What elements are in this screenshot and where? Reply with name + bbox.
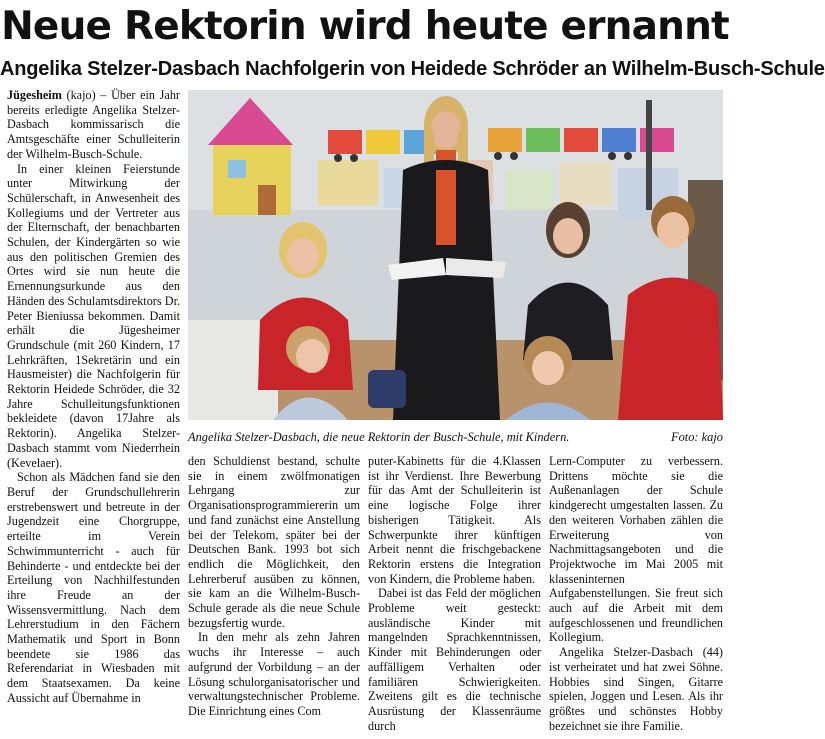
article-paragraph	[7, 88, 180, 162]
article-paragraph: In einer kleinen Feierstunde unter Mitwirkung der Schülerschaft, in Anwesenheit des Kollegiums und der Vertreter aus der Elternschaft, der benachbarten Schulen, der Kindergärten so wie aus den politischen Gremien des Ortes wird sie nun heute die Ernennungsurkunde aus den Händen des Schulamtsdirektors Dr. Peter Bieniussa bekommen. Damit erhält die Jügesheimer Grundschule (mit 260 Kindern, 17 Lehrkräften, 1Sekretärin und ein Hausmeister) die Nachfolgerin für Rektorin Heidede Schröder, die 32 Jahre Schulleitungsfunktionen bekleidete (davon 17Jahre als Rektorin). Angelika Stelzer-Dasbach stammt vom Niederrhein (Kevelaer).	[7, 161, 180, 470]
article-paragraph: In den mehr als zehn Jahren wuchs ihr Interesse – auch aufgrund der Vorbildung – an der Lösung schulorganisatorischer und verwaltungstechnischer Probleme. Die Einrichtung eines Com	[188, 630, 360, 718]
photo-credit: Foto: kajo	[671, 430, 723, 444]
dateline: Jügesheim	[7, 88, 62, 102]
article-column-3	[368, 454, 541, 736]
article-paragraph: Angelika Stelzer-Dasbach (44) ist verheiratet und hat zwei Söhne. Hobbies sind Singen, Gitarre spielen, Joggen und Lesen. Als ihr größtes und schönstes Hobby bezeichnet sie ihre Familie.	[549, 645, 723, 733]
article-paragraph: Lern-Computer zu verbessern. Drittens möchte sie die Außenanlagen der Schule kindgerecht umgestalten lassen. Zu den weiteren Vorhaben zählen die Erweiterung von Nachmittagsangeboten und die Projektwoche im Mai 2005 mit klasseninternen Aufgabenstellungen. Sie freut sich auch auf die Arbeit mit dem aufgeschlossenen und freundlichen Kollegium.	[549, 454, 723, 645]
article-paragraph: Dabei ist das Feld der möglichen Probleme weit gesteckt: ausländische Kinder mit mangelnden Sprachkenntnissen, Kinder mit Behinderungen oder auffälligem Verhalten oder familiären Schwierigkeiten. Zweitens gilt es die technische Ausrüstung der Klassenräume durch	[368, 586, 541, 733]
article-paragraph: den Schuldienst bestand, schulte sie in einem zwölfmonatigen Lehrgang zur Organisationsprogrammiererin um und fand zunächst eine Anstellung bei der Telekom, später bei der Deutschen Bank. 1993 bot sich endlich die Möglichkeit, den Lehrerberuf ausüben zu können, sie kam an die Wilhelm-Busch-Schule gerade als die neue Schule bezugsfertig wurde.	[188, 454, 360, 630]
photo-caption-line	[188, 428, 723, 446]
classroom-photo	[188, 90, 723, 420]
article-column-2	[188, 454, 360, 736]
article-column-4	[549, 454, 723, 736]
article-paragraph: puter-Kabinetts für die 4.Klassen ist ihr Verdienst. Ihre Bewerbung für das Amt der Schulleiterin ist eine logische Folge ihrer bisherigen Tätigkeit. Als Schwerpunkte ihrer künftigen Arbeit nennt die frischgebackene Rektorin erstens die Integration von Kindern, die Probleme haben.	[368, 454, 541, 586]
article-column-1	[7, 88, 180, 736]
article-photo	[188, 90, 723, 420]
article-paragraph: Schon als Mädchen fand sie den Beruf der Grundschullehrerin erstrebenswert und betreute in der Jugendzeit eine Chorgruppe, erteilte im Verein Schwimmunterricht - auch für Behinderte - und entdeckte bei der Erteilung von Nachhilfestunden ihre Freude an der Wissensvermittlung. Nach dem Lehrerstudium in den Fächern Mathematik und Sport in Bonn beendete sie 1986 das Referendariat in Wiesbaden mit dem Staatsexamen. Da keine Aussicht auf Übernahme in	[7, 470, 180, 705]
photo-caption: Angelika Stelzer-Dasbach, die neue Rektorin der Busch-Schule, mit Kindern.	[188, 430, 570, 444]
article-text: (kajo) – Über ein Jahr bereits erledigte Angelika Stelzer-Dasbach kommissarisch die Amtsgeschäfte einer Schulleiterin der Wilhelm-Busch-Schule.	[7, 88, 180, 161]
subheadline: Angelika Stelzer-Dasbach Nachfolgerin von Heidede Schröder an Wilhelm-Busch-Schule	[0, 58, 825, 80]
headline: Neue Rektorin wird heute ernannt	[1, 4, 729, 49]
